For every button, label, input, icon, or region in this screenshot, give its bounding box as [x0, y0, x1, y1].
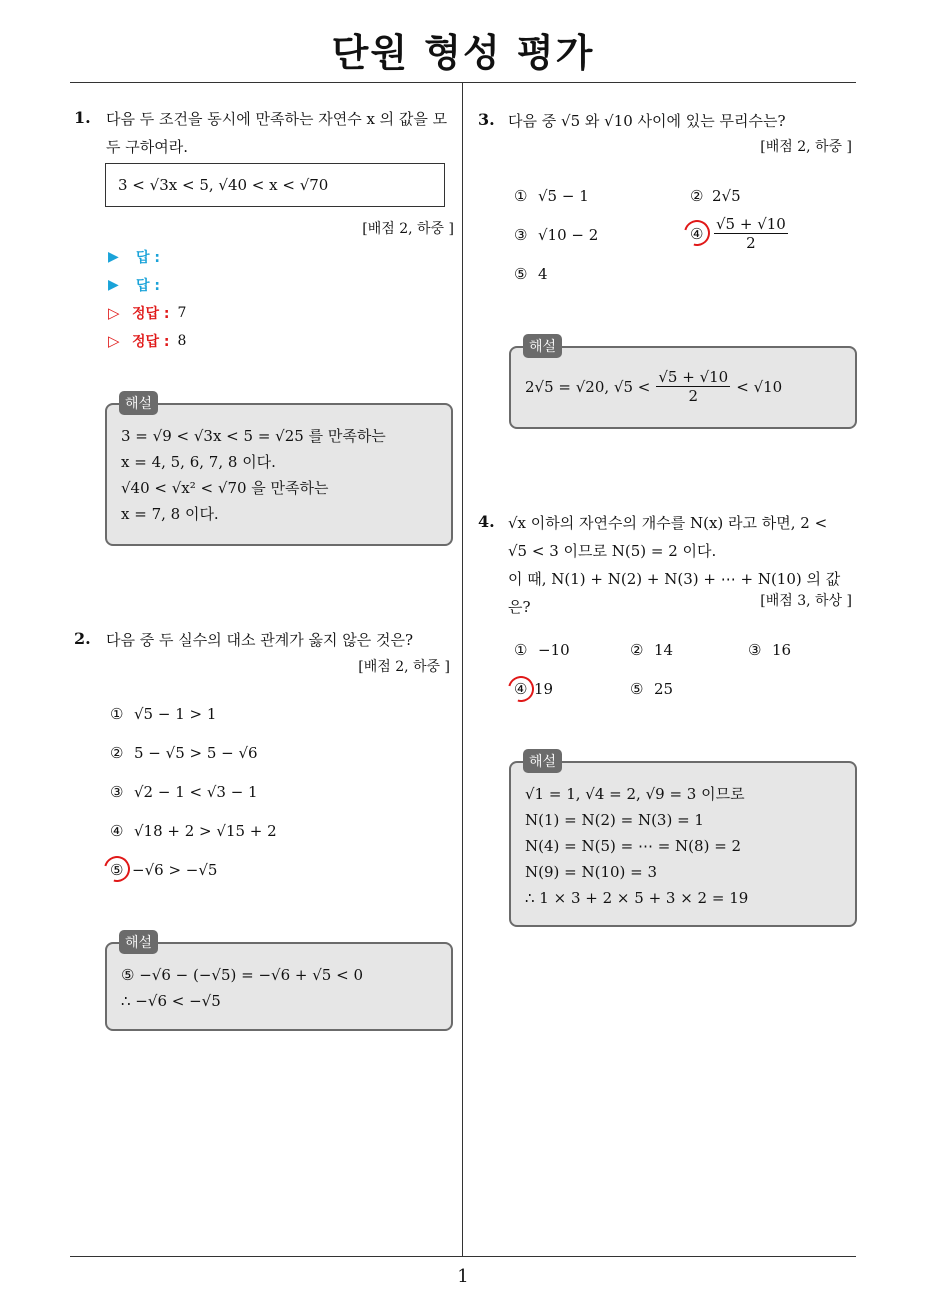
choice-number: ⑤ [630, 680, 644, 698]
answer-circle-mark [503, 671, 539, 707]
choice-number: ② [690, 187, 704, 205]
q4-text-line3: 이 때, N(1) + N(2) + N(3) + ⋯ + N(10) 의 값은? [508, 570, 841, 616]
play-icon: ▶ [108, 277, 119, 293]
fraction-numerator: √5 + √10 [658, 368, 729, 386]
choice-number: ③ [748, 641, 762, 659]
q1-condition-box: 3 < √3x < 5, √40 < x < √70 [105, 163, 445, 207]
page-title: 단원 형성 평가 [331, 31, 595, 75]
answer-label: 답 : [136, 278, 160, 294]
choice-number: ④ [514, 680, 528, 698]
solution-line: ⑤ −√6 − (−√5) = −√6 + √5 < 0 [121, 966, 363, 984]
choice-number: ⑤ [110, 861, 124, 879]
play-icon: ▶ [108, 249, 119, 265]
choice-text: 14 [654, 641, 674, 659]
answer-label: 답 : [136, 250, 160, 266]
solution-line: N(1) = N(2) = N(3) = 1 [525, 811, 704, 829]
solution-text: 2√5 = √20, √5 < [525, 377, 651, 396]
choice-text: −√6 > −√5 [132, 861, 218, 879]
choice-number: ④ [110, 822, 124, 840]
q2-solution-box [105, 942, 453, 1031]
choice-text: −10 [538, 641, 570, 659]
q1-text-line1: 다음 두 조건을 동시에 만족하는 자연수 x 의 값을 모 [106, 110, 448, 128]
q3-choice-3 [514, 226, 598, 244]
q4-text-line1: √x 이하의 자연수의 개수를 N(x) 라고 하면, 2 < [508, 514, 828, 532]
q1-number: 1. [74, 108, 91, 127]
q4-choice-3 [748, 641, 791, 659]
choice-text: 19 [534, 680, 554, 698]
choice-text: 16 [772, 641, 792, 659]
solution-line: x = 7, 8 이다. [121, 505, 219, 523]
choice-text: √5 − 1 > 1 [134, 705, 217, 723]
fraction-denominator: 2 [688, 387, 699, 405]
choice-number: ⑤ [514, 265, 528, 283]
correct-answer-line [108, 301, 186, 325]
column-divider [462, 83, 463, 1256]
q4-solution-tag: 해설 [523, 749, 562, 773]
solution-line [525, 368, 841, 405]
q1-solution-box [105, 403, 453, 546]
solution-line: ∴ −√6 < −√5 [121, 992, 221, 1010]
q1-text [106, 105, 456, 161]
solution-line: N(4) = N(5) = ⋯ = N(8) = 2 [525, 837, 742, 855]
q1-answers [108, 245, 186, 353]
play-outline-icon: ▷ [108, 304, 120, 322]
answer-line [108, 245, 186, 269]
fraction-denominator: 2 [746, 234, 756, 252]
q3-solution-box [509, 346, 857, 429]
choice-text: 2√5 [712, 187, 741, 205]
q2-meta: [배점 2, 하중 ] [358, 659, 450, 675]
q3-choice-2 [690, 187, 741, 205]
q3-choice-1 [514, 187, 589, 205]
correct-answer-label: 정답 : [132, 334, 170, 350]
q2-number: 2. [74, 629, 91, 648]
solution-fraction [656, 368, 730, 405]
solution-line: 3 = √9 < √3x < 5 = √25 를 만족하는 [121, 427, 386, 445]
q3-choice-5 [514, 265, 548, 283]
choice-number: ① [514, 641, 528, 659]
q2-choice-1 [110, 705, 216, 723]
choice-text: √18 + 2 > √15 + 2 [134, 822, 277, 840]
choice-text: √5 − 1 [538, 187, 589, 205]
footer-rule [70, 1256, 856, 1257]
choice-text: 5 − √5 > 5 − √6 [134, 744, 258, 762]
choice-text: √10 − 2 [538, 226, 599, 244]
page-number: 1 [457, 1266, 469, 1287]
solution-line: ∴ 1 × 3 + 2 × 5 + 3 × 2 = 19 [525, 889, 749, 907]
q1-solution-tag: 해설 [119, 391, 158, 415]
answer-circle-mark [99, 851, 135, 887]
q4-choice-2 [630, 641, 673, 659]
choice-text: 4 [538, 265, 548, 283]
correct-answer-value: 8 [177, 333, 187, 349]
q4-choice-5 [630, 680, 673, 698]
q1-text-line2: 두 구하여라. [106, 138, 188, 156]
q2-choice-4 [110, 822, 277, 840]
solution-line: x = 4, 5, 6, 7, 8 이다. [121, 453, 276, 471]
choice-text: √2 − 1 < √3 − 1 [134, 783, 258, 801]
choice-number: ③ [514, 226, 528, 244]
choice-number: ③ [110, 783, 124, 801]
q3-solution-tag: 해설 [523, 334, 562, 358]
q4-number: 4. [478, 512, 495, 531]
choice-number: ④ [690, 224, 704, 243]
choice-number: ② [630, 641, 644, 659]
solution-line: √1 = 1, √4 = 2, √9 = 3 이므로 [525, 785, 745, 803]
fraction-numerator: √5 + √10 [716, 215, 786, 233]
q4-text-line2: √5 < 3 이므로 N(5) = 2 이다. [508, 542, 717, 560]
play-outline-icon: ▷ [108, 332, 120, 350]
solution-text: < √10 [736, 377, 783, 396]
q4-meta: [배점 3, 하상 ] [760, 593, 852, 609]
solution-line: √40 < √x² < √70 을 만족하는 [121, 479, 329, 497]
solution-line: N(9) = N(10) = 3 [525, 863, 658, 881]
header-rule [70, 82, 856, 83]
choice-number: ① [514, 187, 528, 205]
q2-choice-2 [110, 744, 258, 762]
q3-meta: [배점 2, 하중 ] [760, 139, 852, 155]
choice-text: 25 [654, 680, 674, 698]
q2-solution-tag: 해설 [119, 930, 158, 954]
q2-text: 다음 중 두 실수의 대소 관계가 옳지 않은 것은? [106, 631, 414, 649]
correct-answer-label: 정답 : [132, 306, 170, 322]
q4-choice-1 [514, 641, 570, 659]
choice-number: ① [110, 705, 124, 723]
choice-fraction [714, 215, 788, 252]
correct-answer-value: 7 [177, 305, 187, 321]
q2-choice-3 [110, 783, 258, 801]
choice-number: ② [110, 744, 124, 762]
q3-number: 3. [478, 110, 495, 129]
q1-meta: [배점 2, 하중 ] [362, 221, 454, 237]
q4-solution-box [509, 761, 857, 927]
correct-answer-line [108, 329, 186, 353]
q3-text: 다음 중 √5 와 √10 사이에 있는 무리수는? [508, 112, 786, 130]
answer-line [108, 273, 186, 297]
